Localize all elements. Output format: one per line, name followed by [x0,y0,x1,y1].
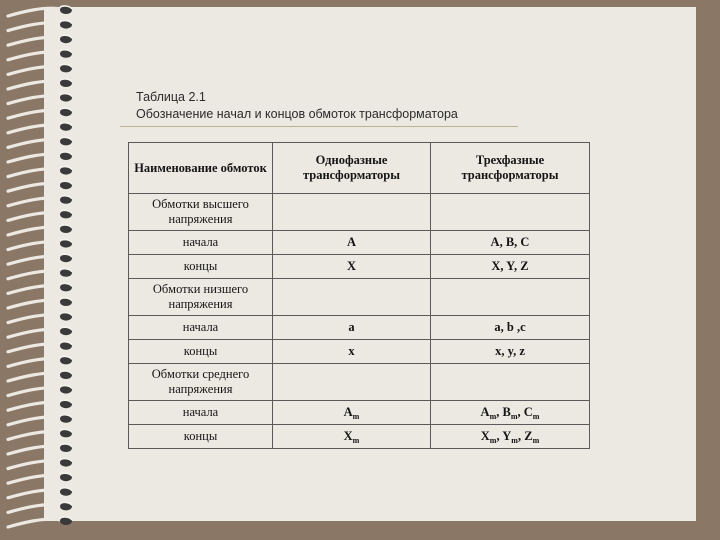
group-row-medium-voltage [129,364,590,401]
symbol-subscript: m [510,412,518,421]
spiral-coil [8,183,62,191]
table-row [129,231,590,255]
spiral-coil [8,315,62,323]
empty-cell [273,279,431,316]
single-phase-value: a [273,316,431,340]
group-title: Обмотки высшего напряжения [129,194,273,231]
symbol-subscript: m [352,436,360,445]
table-row [129,425,590,449]
three-phase-value: a, b ,c [431,316,590,340]
spiral-coil [8,344,62,352]
single-phase-value [273,401,431,425]
spiral-coil [8,140,62,148]
spiral-coil [8,154,62,162]
three-phase-value: X, Y, Z [431,255,590,279]
spiral-coil [8,475,62,483]
spiral-coil [8,213,62,221]
spiral-coil [8,8,62,16]
empty-cell [431,194,590,231]
spiral-coil [8,402,62,410]
spiral-coil [8,286,62,294]
empty-cell [273,364,431,401]
table-row [129,340,590,364]
spiral-binding [0,0,80,540]
spiral-coil [8,519,62,527]
symbol: B [502,405,511,419]
table-title: Обозначение начал и концов обмоток трансформатора [136,107,458,121]
header-row [129,143,590,194]
spiral-coil [8,446,62,454]
row-label: концы [129,255,273,279]
spiral-coil [8,373,62,381]
spiral-coil [8,110,62,118]
group-row-high-voltage [129,194,590,231]
row-label: начала [129,316,273,340]
table-caption [136,89,458,123]
spiral-coil [8,52,62,60]
single-phase-value [273,425,431,449]
separator: , [517,429,525,443]
spiral-coil [8,81,62,89]
spiral-coil [8,67,62,75]
separator: , [496,405,503,419]
group-row-low-voltage [129,279,590,316]
spiral-coil [8,227,62,235]
row-label: концы [129,340,273,364]
caption-divider [120,126,518,127]
row-label: начала [129,231,273,255]
header-cell-single-phase: Однофазные трансформаторы [273,143,431,194]
spiral-coil [8,359,62,367]
spiral-coil [8,271,62,279]
symbol-subscript: m [532,412,540,421]
group-title: Обмотки низшего напряжения [129,279,273,316]
spiral-coil [8,169,62,177]
table-row [129,255,590,279]
spiral-coil [8,242,62,250]
three-phase-value [431,401,590,425]
spiral-coil [8,505,62,513]
group-title: Обмотки среднего напряжения [129,364,273,401]
spiral-coil [8,388,62,396]
single-phase-value: A [273,231,431,255]
spiral-coil [8,432,62,440]
separator: , [517,405,524,419]
windings-table [128,142,590,449]
empty-cell [431,364,590,401]
symbol: X [343,429,353,443]
three-phase-value: A, B, C [431,231,590,255]
row-label: концы [129,425,273,449]
empty-cell [431,279,590,316]
spiral-coil [8,461,62,469]
symbol: A [480,405,490,419]
row-label: начала [129,401,273,425]
spiral-coil [8,125,62,133]
spiral-coil [8,329,62,337]
three-phase-value: x, y, z [431,340,590,364]
spiral-coil [8,256,62,264]
spiral-coil [8,23,62,31]
table-row [129,401,590,425]
symbol-subscript: m [489,412,497,421]
single-phase-value: x [273,340,431,364]
table-number: Таблица 2.1 [136,90,206,104]
single-phase-value: X [273,255,431,279]
symbol-subscript: m [489,436,497,445]
header-cell-three-phase: Трехфазные трансформаторы [431,143,590,194]
symbol: Y [502,429,512,443]
symbol-subscript: m [511,436,518,445]
spiral-coil [8,198,62,206]
table-row [129,316,590,340]
symbol-subscript: m [352,412,360,421]
spiral-coil [8,96,62,104]
symbol: X [480,429,490,443]
empty-cell [273,194,431,231]
spiral-coil [8,490,62,498]
spiral-coil [8,300,62,308]
three-phase-value [431,425,590,449]
header-cell-name: Наименование обмоток [129,143,273,194]
symbol: A [343,405,353,419]
symbol-subscript: m [532,436,540,445]
separator: , [496,429,503,443]
symbol: C [523,405,533,419]
spiral-coil [8,417,62,425]
symbol: Z [524,429,533,443]
spiral-coil [8,37,62,45]
